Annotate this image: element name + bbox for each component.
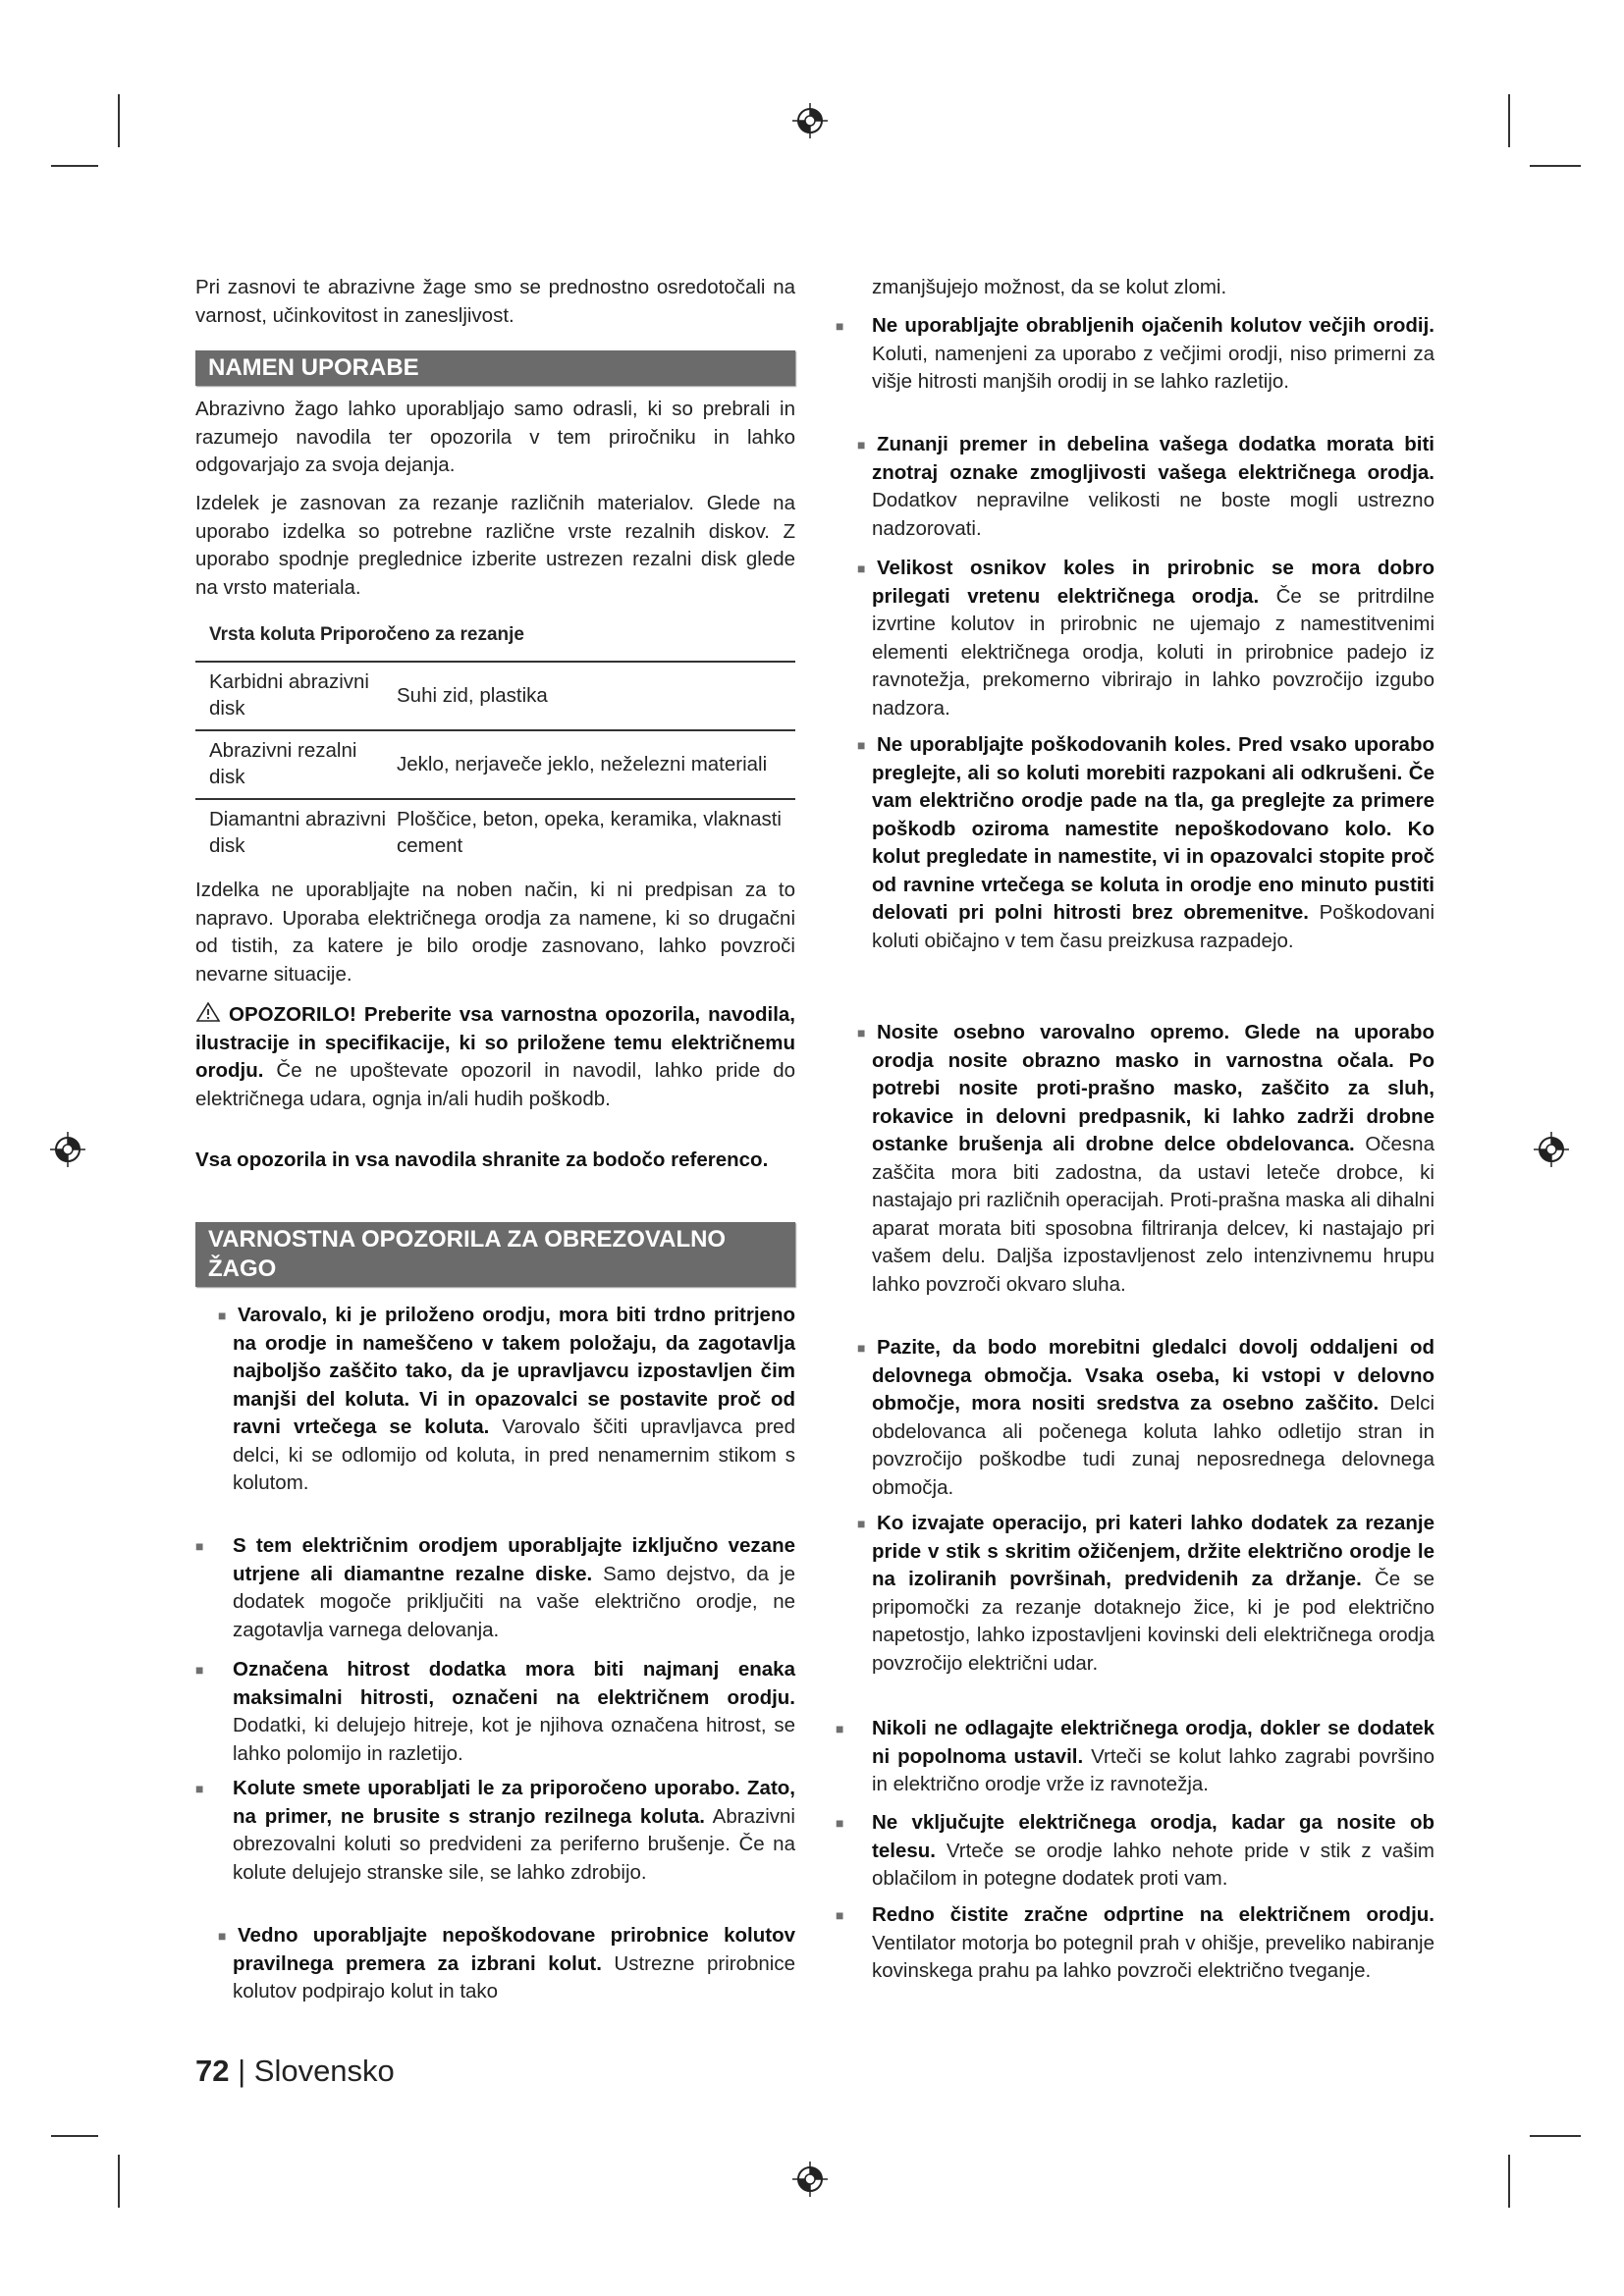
table-row — [195, 800, 795, 867]
bullet-bold-text: S tem električnim orodjem uporabljajte izključno vezane utrjene ali diamantne rezalne diske. — [233, 1534, 795, 1585]
bullet-text: Ustrezne prirobnice kolutov podpirajo kolut in tako — [233, 1951, 795, 2002]
bullet-bold-text: Velikost osnikov koles in prirobnic se mora dobro prilegati vretenu električnega orodja. — [872, 557, 1435, 608]
disc-type: Abrazivni rezalni disk — [209, 739, 357, 788]
bullet-bold-text: Označena hitrost dodatka mora biti najmanj enaka maksimalni hitrosti, označeni na električnem orodju. — [233, 1658, 795, 1709]
disc-use: Jeklo, nerjaveče jeklo, neželezni materiali — [397, 752, 768, 775]
bullet-text: Varovalo ščiti upravljavca pred delci, ki se odlomijo od koluta, in pred nenamernim stikom s kolutom. — [233, 1415, 795, 1494]
bullet-text: Delci obdelovanca ali počenega koluta lahko odletijo stran in povzročijo poškodbe tudi zunaj neposrednega delovnega območja. — [872, 1392, 1435, 1499]
section-heading-intended-use: NAMEN UPORABE — [195, 350, 795, 386]
square-bullet-icon: ■ — [218, 1308, 227, 1323]
registration-mark-icon — [48, 1130, 87, 1169]
disc-type: Karbidni abrazivni disk — [209, 670, 369, 720]
safety-bullet-item — [872, 1510, 1435, 1678]
registration-mark-icon — [790, 101, 830, 140]
paragraph-materials: Izdelek je zasnovan za rezanje različnih materialov. Glede na uporabo izdelka so potrebne različne vrste rezalnih diskov. Z uporabo spodnje preglednice izberite ustrezen rezalni disk glede na vrsto materiala. — [195, 492, 795, 599]
bullet-text: Dodatki, ki delujejo hitreje, kot je njihova označena hitrost, se lahko polomijo in razletijo. — [233, 1714, 795, 1765]
safety-bullet-item — [872, 1715, 1435, 1799]
keep-instructions: Vsa opozorila in vsa navodila shranite za bodočo referenco. — [195, 1148, 769, 1171]
safety-bullet-item — [233, 1302, 795, 1498]
bullet-bold-text: Kolute smete uporabljati le za priporočeno uporabo. Zato, na primer, ne brusite s stranjo rezilnega koluta. — [233, 1777, 795, 1828]
warning-text: Če ne upoštevate opozoril in navodil, lahko pride do električnega udara, ognja in/ali hudih poškodb. — [195, 1059, 795, 1110]
crop-mark — [118, 2155, 120, 2208]
table-header: Vrsta koluta Priporočeno za rezanje — [209, 624, 524, 645]
square-bullet-icon: ■ — [857, 1340, 866, 1356]
bullet-text: Vrteče se orodje lahko nehote pride v stik z vašim oblačilom in potegne dodatek proti vam. — [872, 1839, 1435, 1890]
bullet-text: Abrazivni obrezovalni koluti so predvideni za periferno brušenje. Če na kolute delujejo stranske sile, se lahko zdrobijo. — [233, 1804, 795, 1884]
continued-paragraph: zmanjšujejo možnost, da se kolut zlomi. — [872, 276, 1227, 298]
bullet-bold-text: Ne vključujte električnega orodja, kadar ga nosite ob telesu. — [872, 1811, 1435, 1862]
bullet-text: Očesna zaščita mora biti zadostna, da ustavi leteče drobce, ki nastajajo pri različnih operacijah. Proti-prašna maska ali dihalni aparat morata biti sposobna filtriranja delcev, ki nastajajo pri vašem delu. Daljša izpostavljenost zelo intenzivnemu hrupu lahko povzroči okvaro sluha. — [872, 1133, 1435, 1296]
safety-bullet-item — [872, 1334, 1435, 1502]
page-number: 72 — [195, 2054, 230, 2088]
bullet-bold-text: Ne uporabljajte obrabljenih ojačenih kolutov večjih orodij. — [872, 314, 1435, 337]
square-bullet-icon: ■ — [218, 1928, 227, 1944]
bullet-text: Samo dejstvo, da je dodatek mogoče priključiti na vaše električno orodje, ne zagotavlja varnega delovanja. — [233, 1562, 795, 1641]
square-bullet-icon: ■ — [195, 1538, 204, 1554]
intro-paragraph: Pri zasnovi te abrazivne žage smo se prednostno osredotočali na varnost, učinkovitost in zanesljivost. — [195, 276, 795, 327]
page-footer — [195, 2054, 395, 2089]
bullet-text: Če se pritrdilne izvrtine kolutov in prirobnic ne ujemajo z namestitvenimi elementi električnega orodja, koluti in prirobnice padejo iz ravnotežja, prekomerno vibrirajo in lahko povzročijo izgubo nadzora. — [872, 584, 1435, 720]
safety-bullet-item — [233, 1532, 795, 1644]
paragraph-misuse: Izdelka ne uporabljajte na noben način, ki ni predpisan za to napravo. Uporaba električnega orodja za namene, ki so drugačni od tistih, za katere je bilo orodje zasnovano, lahko povzroči nevarne situacije. — [195, 879, 795, 986]
bullet-text: Če se pripomočki za rezanje dotaknejo žice, ki je pod električno napetostjo, lahko izpostavljeni kovinski deli električnega orodja povzročijo električni udar. — [872, 1568, 1435, 1675]
warning-triangle-icon — [195, 1001, 221, 1023]
square-bullet-icon: ■ — [857, 737, 866, 753]
section-heading-safety: VARNOSTNA OPOZORILA ZA OBREZOVALNO ŽAGO — [195, 1222, 795, 1287]
bullet-text: Dodatkov nepravilne velikosti ne boste mogli ustrezno nadzorovati. — [872, 489, 1435, 540]
footer-separator: | — [229, 2054, 254, 2088]
safety-bullet-item — [872, 555, 1435, 722]
bullet-text: Poškodovani koluti običajno v tem času preizkusa razpadejo. — [872, 901, 1435, 952]
registration-mark-icon — [790, 2160, 830, 2199]
warning-bold: OPOZORILO! Preberite vsa varnostna opozorila, navodila, ilustracije in specifikacije, ki so priložene temu električnemu orodju. — [195, 1003, 795, 1082]
footer-language: Slovensko — [253, 2054, 395, 2088]
safety-bullet-item — [233, 1922, 795, 2006]
bullet-bold-text: Vedno uporabljajte nepoškodovane prirobnice kolutov pravilnega premera za izbrani kolut. — [233, 1924, 795, 1975]
bullet-bold-text: Nosite osebno varovalno opremo. Glede na uporabo orodja nosite obrazno masko in varnostna očala. Po potrebi nosite proti-prašno masko, zaščito za sluh, rokavice in delovni predpasnik, ki lahko zadrži drobne ostanke brušenja ali drobne delce obdelovanca. — [872, 1021, 1435, 1155]
bullet-bold-text: Zunanji premer in debelina vašega dodatka morata biti znotraj oznake zmogljivosti vašega električnega orodja. — [872, 433, 1435, 484]
crop-mark — [51, 2135, 98, 2137]
safety-bullet-item — [872, 1901, 1435, 1986]
crop-mark — [1530, 165, 1581, 167]
disc-table — [195, 621, 795, 867]
safety-bullet-item — [872, 731, 1435, 955]
square-bullet-icon: ■ — [195, 1781, 204, 1796]
square-bullet-icon: ■ — [857, 1025, 866, 1041]
square-bullet-icon: ■ — [836, 1907, 844, 1923]
square-bullet-icon: ■ — [857, 437, 866, 453]
square-bullet-icon: ■ — [857, 1516, 866, 1531]
safety-bullet-item — [872, 312, 1435, 397]
bullet-bold-text: Ko izvajate operacijo, pri kateri lahko dodatek za rezanje pride v stik s skritim ožičenjem, držite električno orodje le na izoliranih površinah, predvidenih za držanje. — [872, 1512, 1435, 1590]
bullet-text: Ventilator motorja bo potegnil prah v ohišje, preveliko nabiranje kovinskega prahu pa lahko povzroči električno tveganje. — [872, 1931, 1435, 1982]
bullet-bold-text: Pazite, da bodo morebitni gledalci dovolj oddaljeni od delovnega območja. Vsaka oseba, ki vstopi v delovno območje, mora nositi sredstva za osebno zaščito. — [872, 1336, 1435, 1415]
square-bullet-icon: ■ — [836, 1721, 844, 1736]
safety-bullet-item — [872, 1019, 1435, 1299]
safety-bullet-item — [233, 1656, 795, 1768]
bullet-bold-text: Nikoli ne odlagajte električnega orodja, dokler se dodatek ni popolnoma ustavil. — [872, 1717, 1435, 1768]
table-row — [195, 663, 795, 729]
table-row — [195, 731, 795, 798]
bullet-bold-text: Ne uporabljajte poškodovanih koles. Pred vsako uporabo preglejte, ali so koluti morebiti razpokani ali odkrušeni. Če vam električno orodje pade na tla, ga preglejte za primere poškodb oziroma namestite nepoškodovano kolo. Ko kolut pregledate in namestite, vi in opazovalci stopite proč od ravnine vrtečega se koluta in orodje eno minuto pustiti delovati pri polni hitrosti brez obremenitve. — [872, 733, 1435, 924]
disc-type: Diamantni abrazivni disk — [209, 808, 387, 857]
paragraph-adults: Abrazivno žago lahko uporabljajo samo odrasli, ki so prebrali in razumejo navodila ter opozorila v tem priročniku in lahko odgovarjajo za svoja dejanja. — [195, 398, 795, 476]
crop-mark — [1508, 94, 1510, 147]
square-bullet-icon: ■ — [195, 1662, 204, 1678]
square-bullet-icon: ■ — [857, 561, 866, 576]
safety-bullet-item — [872, 1809, 1435, 1894]
bullet-text: Vrteči se kolut lahko zagrabi površino in električno orodje vrže iz ravnotežja. — [872, 1744, 1435, 1795]
crop-mark — [51, 165, 98, 167]
crop-mark — [1530, 2135, 1581, 2137]
square-bullet-icon: ■ — [836, 1815, 844, 1831]
disc-use: Ploščice, beton, opeka, keramika, vlaknasti cement — [397, 808, 782, 857]
bullet-bold-text: Redno čistite zračne odprtine na električnem orodju. — [872, 1903, 1435, 1926]
crop-mark — [1508, 2155, 1510, 2208]
disc-use: Suhi zid, plastika — [397, 683, 548, 707]
registration-mark-icon — [1532, 1130, 1571, 1169]
warning-paragraph — [195, 1001, 795, 1113]
safety-bullet-item — [233, 1775, 795, 1887]
bullet-text: Koluti, namenjeni za uporabo z večjimi orodji, niso primerni za višje hitrosti manjših orodij in se lahko razletijo. — [872, 342, 1435, 393]
square-bullet-icon: ■ — [836, 318, 844, 334]
safety-bullet-item — [872, 431, 1435, 543]
crop-mark — [118, 94, 120, 147]
bullet-bold-text: Varovalo, ki je priloženo orodju, mora biti trdno pritrjeno na orodje in nameščeno v takem položaju, da zagotavlja najboljšo zaščito tako, da je upravljavcu izpostavljen čim manjši del koluta. Vi in opazovalci se postavite proč od ravni vrtečega se koluta. — [233, 1304, 795, 1438]
